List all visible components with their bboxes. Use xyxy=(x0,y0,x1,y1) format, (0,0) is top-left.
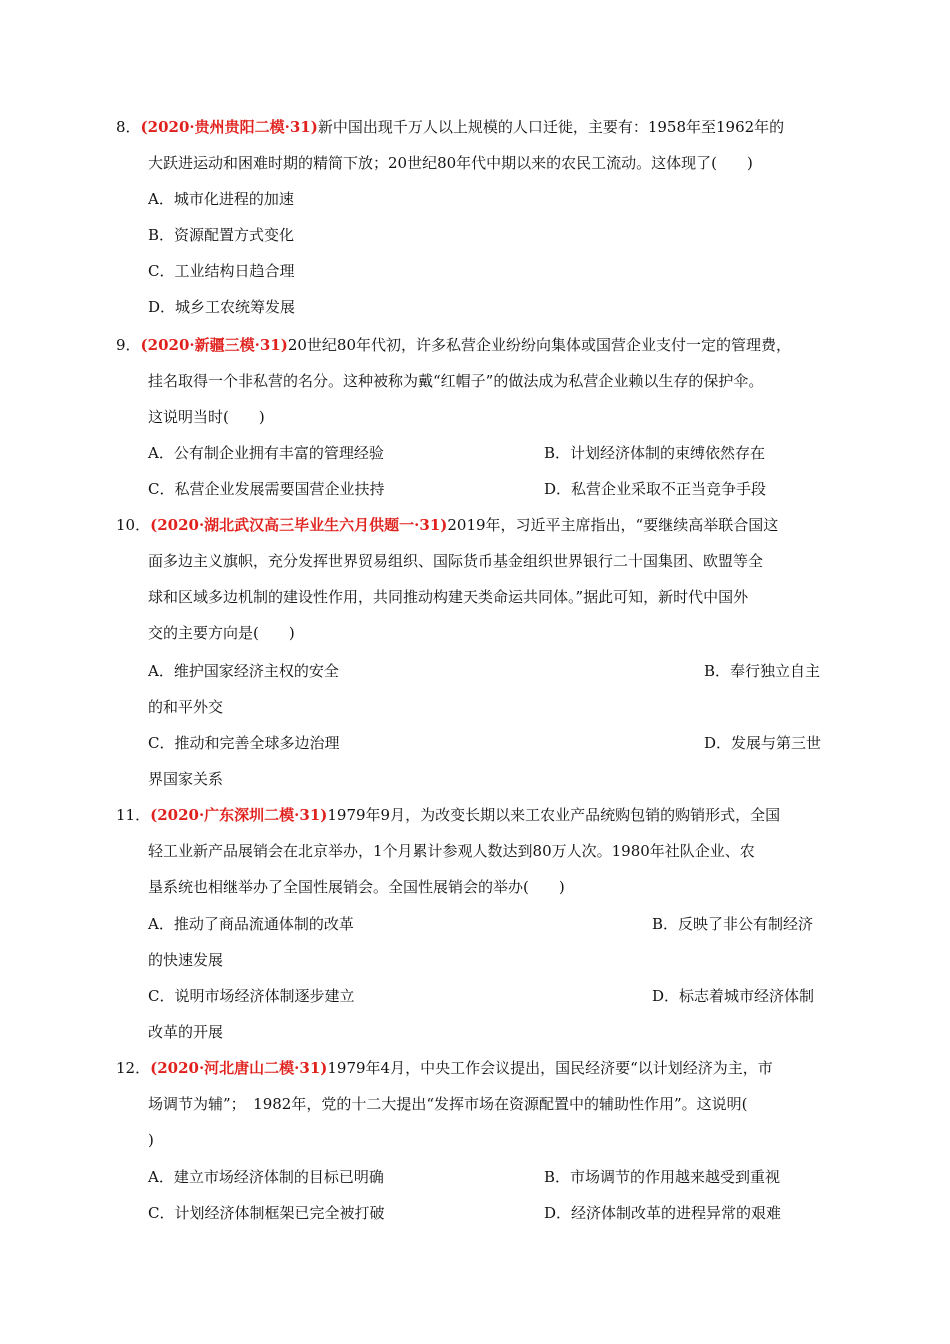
question-8-option-b: B．资源配置方式变化 xyxy=(148,226,295,244)
question-11-line-3: 垦系统也相继举办了全国性展销会。全国性展销会的举办( ) xyxy=(148,878,565,896)
question-number: 10． xyxy=(116,516,151,534)
question-stem: 新中国出现千万人以上规模的人口迁徙，主要有：1958年至1962年的 xyxy=(317,118,785,136)
question-number: 12． xyxy=(116,1059,151,1077)
question-10-line-2: 面多边主义旗帜，充分发挥世界贸易组织、国际货币基金组织世界银行二十国集团、欧盟等全 xyxy=(148,552,764,570)
question-10-line-3: 球和区域多边机制的建设性作用，共同推动构建天类命运共同体。”据此可知，新时代中国外 xyxy=(148,588,749,606)
question-9-line-2: 挂名取得一个非私营的名分。这种被称为戴“红帽子”的做法成为私营企业赖以生存的保护伞。 xyxy=(148,372,764,390)
question-8-option-c: C．工业结构日趋合理 xyxy=(148,262,295,280)
question-10-line-1 xyxy=(116,514,778,536)
question-stem: 1979年4月，中央工作会议提出，国民经济要“以计划经济为主，市 xyxy=(327,1059,773,1077)
question-11-option-c: C．说明市场经济体制逐步建立 xyxy=(148,987,355,1005)
question-12-option-d: D．经济体制改革的进程异常的艰难 xyxy=(544,1204,782,1222)
question-10-option-a: A．维护国家经济主权的安全 xyxy=(148,662,339,680)
question-11-option-b-cont: 的快速发展 xyxy=(148,951,224,969)
question-stem: 2019年，习近平主席指出，“要继续高举联合国这 xyxy=(447,516,779,534)
question-number: 9． xyxy=(116,336,141,354)
question-9-line-1 xyxy=(116,334,791,356)
question-12-option-b: B．市场调节的作用越来越受到重视 xyxy=(544,1168,781,1186)
question-9-line-3: 这说明当时( ) xyxy=(148,408,265,426)
question-stem: 20世纪80年代初，许多私营企业纷纷向集体或国营企业支付一定的管理费， xyxy=(287,336,791,354)
question-12-line-3: ) xyxy=(148,1131,154,1149)
question-number: 8． xyxy=(116,118,141,136)
question-11-option-d: D．标志着城市经济体制 xyxy=(652,987,815,1005)
question-8-line-2: 大跃进运动和困难时期的精简下放；20世纪80年代中期以来的农民工流动。这体现了( ) xyxy=(148,154,753,172)
question-12-line-2: 场调节为辅”； 1982年，党的十二大提出“发挥市场在资源配置中的辅助性作用”。这说明( xyxy=(148,1095,748,1113)
question-10-option-b-cont: 的和平外交 xyxy=(148,698,224,716)
question-source: (2020·贵州贵阳二模·31) xyxy=(140,118,318,136)
question-source: (2020·广东深圳二模·31) xyxy=(150,806,328,824)
question-11-line-1 xyxy=(116,804,780,826)
question-11-option-a: A．推动了商品流通体制的改革 xyxy=(148,915,354,933)
question-9-option-c: C．私营企业发展需要国营企业扶持 xyxy=(148,480,385,498)
question-10-option-d-cont: 界国家关系 xyxy=(148,770,224,788)
question-11-option-b: B．反映了非公有制经济 xyxy=(652,915,814,933)
question-9-option-d: D．私营企业采取不正当竞争手段 xyxy=(544,480,767,498)
question-8-option-d: D．城乡工农统筹发展 xyxy=(148,298,296,316)
question-12-line-1 xyxy=(116,1057,773,1079)
question-10-option-b: B．奉行独立自主 xyxy=(704,662,821,680)
question-11-option-d-cont: 改革的开展 xyxy=(148,1023,224,1041)
question-11-line-2: 轻工业新产品展销会在北京举办，1个月累计参观人数达到80万人次。1980年社队企业、农 xyxy=(148,842,755,860)
question-8-option-a: A．城市化进程的加速 xyxy=(148,190,294,208)
question-number: 11． xyxy=(116,806,151,824)
question-10-option-c: C．推动和完善全球多边治理 xyxy=(148,734,340,752)
question-source: (2020·河北唐山二模·31) xyxy=(150,1059,328,1077)
question-8-line-1 xyxy=(116,116,784,138)
question-source: (2020·湖北武汉高三毕业生六月供题一·31) xyxy=(150,516,448,534)
question-12-option-a: A．建立市场经济体制的目标已明确 xyxy=(148,1168,384,1186)
question-10-option-d: D．发展与第三世 xyxy=(704,734,822,752)
question-12-option-c: C．计划经济体制框架已完全被打破 xyxy=(148,1204,385,1222)
question-9-option-a: A．公有制企业拥有丰富的管理经验 xyxy=(148,444,384,462)
question-10-line-4: 交的主要方向是( ) xyxy=(148,624,295,642)
question-9-option-b: B．计划经济体制的束缚依然存在 xyxy=(544,444,766,462)
question-source: (2020·新疆三模·31) xyxy=(140,336,288,354)
question-stem: 1979年9月，为改变长期以来工农业产品统购包销的购销形式，全国 xyxy=(327,806,781,824)
